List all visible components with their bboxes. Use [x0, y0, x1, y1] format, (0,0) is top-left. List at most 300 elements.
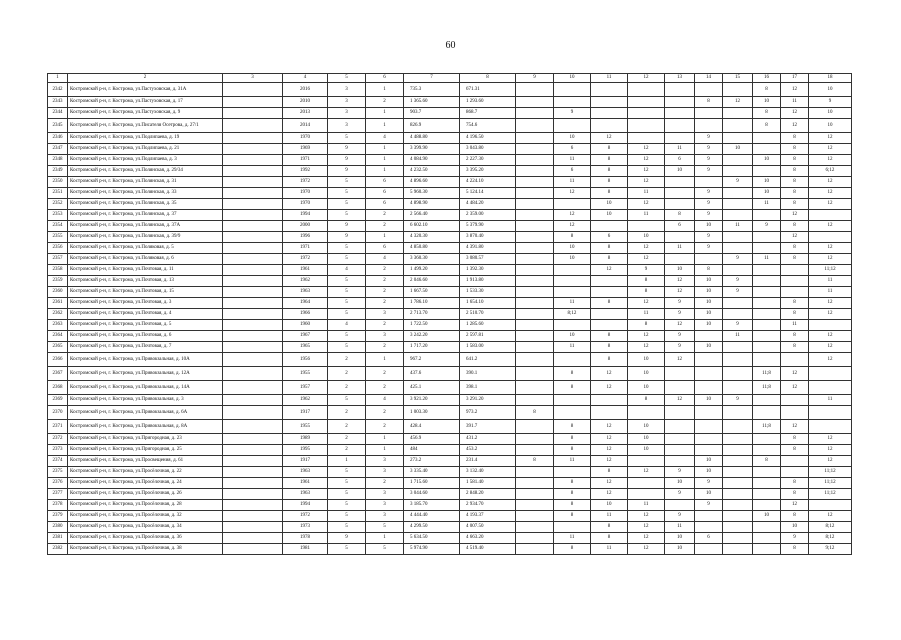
table-cell: 12	[628, 298, 665, 309]
table-cell	[753, 276, 781, 287]
table-cell: 8	[781, 177, 809, 188]
table-cell: 2	[366, 367, 404, 381]
table-cell: 10	[695, 287, 723, 298]
table-row	[48, 210, 852, 221]
table-cell: 11	[665, 144, 695, 155]
table-row	[48, 342, 852, 353]
table-cell	[516, 467, 554, 478]
table-cell: 3	[328, 83, 366, 97]
table-cell: 8	[753, 456, 781, 467]
table-row	[48, 500, 852, 511]
table-cell: 3 395.20	[460, 166, 516, 177]
table-cell	[781, 287, 809, 298]
table-cell: 8	[554, 434, 591, 445]
table-cell: 1	[366, 445, 404, 456]
table-cell	[665, 445, 695, 456]
table-cell: 2370	[48, 406, 68, 420]
table-cell	[723, 456, 753, 467]
table-cell: 2346	[48, 133, 68, 144]
table-cell	[223, 522, 283, 533]
address-cell: Костромской р-н, г. Кострома, ул.Просёлочная, д. 34	[68, 522, 223, 533]
table-cell	[723, 381, 753, 395]
table-cell	[753, 434, 781, 445]
table-cell: 2 046.60	[404, 276, 460, 287]
table-row	[48, 243, 852, 254]
table-cell: 3 043.80	[460, 144, 516, 155]
table-cell: 868.7	[460, 108, 516, 119]
table-cell: 1972	[283, 511, 328, 522]
table-cell: 3	[366, 489, 404, 500]
table-cell: 12	[809, 445, 852, 456]
table-row	[48, 320, 852, 331]
table-cell	[723, 309, 753, 320]
table-cell: 10	[695, 221, 723, 232]
table-cell: 273.2	[404, 456, 460, 467]
address-cell: Костромской р-н, г. Кострома, ул.Просвещения, д. 61	[68, 456, 223, 467]
table-cell: 9	[695, 155, 723, 166]
table-cell: 3 132.40	[460, 467, 516, 478]
table-cell	[665, 108, 695, 119]
table-cell: 2371	[48, 420, 68, 434]
address-cell: Костромской р-н, г. Кострома, ул.Привокзальная, д. 6А	[68, 406, 223, 420]
table-cell: 12	[591, 434, 628, 445]
table-cell: 4	[366, 254, 404, 265]
table-cell	[516, 265, 554, 276]
table-cell	[723, 420, 753, 434]
table-cell: 3	[366, 500, 404, 511]
table-cell: 8	[665, 210, 695, 221]
table-row	[48, 434, 852, 445]
table-cell	[628, 97, 665, 108]
table-cell	[723, 232, 753, 243]
table-cell: 10	[695, 342, 723, 353]
table-cell	[723, 522, 753, 533]
table-cell: 5	[366, 522, 404, 533]
address-cell: Костромской р-н, г. Кострома, ул.Просёлочная, д. 22	[68, 467, 223, 478]
table-cell: 3 291.20	[460, 395, 516, 406]
table-cell	[723, 500, 753, 511]
table-cell	[223, 188, 283, 199]
table-cell: 2014	[283, 119, 328, 133]
table-cell: 2347	[48, 144, 68, 155]
table-cell: 2	[366, 478, 404, 489]
table-cell	[223, 533, 283, 544]
table-cell: 10	[591, 199, 628, 210]
table-cell: 12	[781, 381, 809, 395]
table-cell: 12	[809, 199, 852, 210]
table-cell	[223, 221, 283, 232]
table-cell: 9	[665, 467, 695, 478]
table-cell	[516, 144, 554, 155]
table-cell: 754.6	[460, 119, 516, 133]
table-cell: 10	[695, 309, 723, 320]
table-cell	[695, 445, 723, 456]
table-cell: 2 510.70	[460, 309, 516, 320]
table-cell: 9	[723, 320, 753, 331]
table-cell: 2	[366, 320, 404, 331]
table-cell	[695, 108, 723, 119]
header-cell: 5	[328, 74, 366, 83]
table-cell	[223, 331, 283, 342]
address-cell: Костромской р-н, г. Кострома, ул.Пригородная, д. 25	[68, 445, 223, 456]
table-cell: 8	[591, 243, 628, 254]
table-cell: 2	[328, 420, 366, 434]
table-cell: 11	[781, 97, 809, 108]
table-cell: 2	[366, 276, 404, 287]
table-cell: 1956	[283, 353, 328, 367]
table-cell: 10	[723, 144, 753, 155]
table-cell	[665, 406, 695, 420]
address-cell: Костромской р-н, г. Кострома, ул.Привокзальная, д. 10А	[68, 353, 223, 367]
table-cell: 5	[328, 511, 366, 522]
table-cell: 8	[554, 478, 591, 489]
header-cell: 18	[809, 74, 852, 83]
table-cell: 8	[781, 133, 809, 144]
table-cell: 12	[591, 367, 628, 381]
table-row	[48, 265, 852, 276]
table-cell: 12	[665, 320, 695, 331]
table-cell	[723, 533, 753, 544]
table-cell	[516, 188, 554, 199]
table-cell: 11;12	[809, 478, 852, 489]
address-cell: Костромской р-н, г. Кострома, ул.Полянская, д. 35	[68, 199, 223, 210]
table-cell: 390.1	[460, 367, 516, 381]
table-cell: 8	[781, 489, 809, 500]
address-cell: Костромской р-н, г. Кострома, ул.Почтовая, д. 11	[68, 265, 223, 276]
table-cell: 5	[328, 395, 366, 406]
table-cell: 12	[628, 467, 665, 478]
table-cell	[723, 298, 753, 309]
table-cell: 12	[809, 342, 852, 353]
table-cell: 11	[809, 395, 852, 406]
table-cell: 1 365.60	[404, 97, 460, 108]
table-cell: 1963	[283, 489, 328, 500]
table-cell: 1 499.20	[404, 265, 460, 276]
table-cell: 10	[695, 467, 723, 478]
table-cell: 10	[628, 367, 665, 381]
table-cell: 9	[328, 155, 366, 166]
table-row	[48, 177, 852, 188]
table-cell: 4 391.80	[460, 243, 516, 254]
table-cell: 6	[554, 166, 591, 177]
table-cell	[554, 406, 591, 420]
table-cell: 10	[809, 108, 852, 119]
table-cell	[781, 406, 809, 420]
table-cell: 6	[591, 232, 628, 243]
table-cell: 6;12	[809, 166, 852, 177]
table-cell: 8	[781, 166, 809, 177]
table-cell	[554, 395, 591, 406]
table-cell: 2	[328, 367, 366, 381]
table-cell	[223, 342, 283, 353]
table-cell: 12	[809, 188, 852, 199]
table-cell: 2369	[48, 395, 68, 406]
address-cell: Костромской р-н, г. Кострома, ул.Полянская, д. 33	[68, 188, 223, 199]
table-cell: 11;8	[753, 367, 781, 381]
table-cell	[516, 434, 554, 445]
header-cell: 15	[723, 74, 753, 83]
table-cell	[753, 478, 781, 489]
table-cell	[223, 320, 283, 331]
table-cell: 428.4	[404, 420, 460, 434]
table-cell: 3	[366, 511, 404, 522]
table-cell	[695, 177, 723, 188]
address-cell: Костромской р-н, г. Кострома, ул.Пастуховская, д. 9	[68, 108, 223, 119]
table-cell	[516, 395, 554, 406]
table-cell: 12	[781, 210, 809, 221]
table-cell: 8	[781, 221, 809, 232]
table-cell: 10	[695, 456, 723, 467]
table-cell: 231.4	[460, 456, 516, 467]
table-cell: 5	[328, 342, 366, 353]
address-cell: Костромской р-н, г. Кострома, ул.Просёлочная, д. 28	[68, 500, 223, 511]
table-cell: 11	[628, 210, 665, 221]
table-cell: 1970	[283, 188, 328, 199]
table-row	[48, 406, 852, 420]
table-cell: 1 722.50	[404, 320, 460, 331]
header-cell: 14	[695, 74, 723, 83]
table-cell: 6 602.10	[404, 221, 460, 232]
table-cell: 1967	[283, 331, 328, 342]
table-cell: 8	[753, 119, 781, 133]
table-cell: 5 124.14	[460, 188, 516, 199]
table-cell	[723, 342, 753, 353]
table-cell: 4 196.50	[460, 133, 516, 144]
table-cell	[516, 276, 554, 287]
page-number: 60	[445, 40, 456, 51]
address-cell: Костромской р-н, г. Кострома, ул.Писателя Осетрова, д. 27/1	[68, 119, 223, 133]
table-cell: 2355	[48, 232, 68, 243]
table-cell: 4	[328, 265, 366, 276]
table-cell: 9	[328, 221, 366, 232]
table-cell: 3	[366, 331, 404, 342]
table-cell: 1989	[283, 434, 328, 445]
address-cell: Костромской р-н, г. Кострома, ул.Почтовая, д. 13	[68, 276, 223, 287]
table-cell: 8	[753, 108, 781, 119]
table-cell: 9	[628, 265, 665, 276]
table-cell: 4 320.30	[404, 232, 460, 243]
table-row	[48, 221, 852, 232]
table-cell	[223, 166, 283, 177]
table-cell	[753, 406, 781, 420]
table-cell: 8	[554, 367, 591, 381]
table-cell: 3	[366, 309, 404, 320]
table-cell: 12	[665, 276, 695, 287]
header-cell: 16	[753, 74, 781, 83]
table-cell	[516, 177, 554, 188]
table-cell: 9	[695, 133, 723, 144]
table-cell: 9	[695, 243, 723, 254]
table-cell: 3	[366, 456, 404, 467]
table-cell: 2 597.81	[460, 331, 516, 342]
table-cell: 10	[628, 434, 665, 445]
table-cell: 1 003.30	[404, 406, 460, 420]
table-cell: 5 634.50	[404, 533, 460, 544]
table-cell	[223, 445, 283, 456]
table-cell: 12	[628, 177, 665, 188]
table-cell	[223, 420, 283, 434]
table-cell: 671.31	[460, 83, 516, 97]
table-cell: 9	[723, 287, 753, 298]
table-cell	[723, 467, 753, 478]
address-cell: Костромской р-н, г. Кострома, ул.Привокзальная, д. 12А	[68, 367, 223, 381]
table-cell: 9;12	[809, 544, 852, 555]
table-cell: 2358	[48, 265, 68, 276]
table-cell: 12	[809, 144, 852, 155]
table-cell: 11	[665, 522, 695, 533]
table-cell: 9	[328, 166, 366, 177]
table-cell: 1960	[283, 320, 328, 331]
table-cell: 9	[665, 309, 695, 320]
table-cell: 8	[781, 254, 809, 265]
table-row	[48, 97, 852, 108]
table-cell: 12	[781, 83, 809, 97]
table-cell	[223, 265, 283, 276]
table-cell: 967.2	[404, 353, 460, 367]
table-cell: 12	[809, 177, 852, 188]
table-cell	[809, 210, 852, 221]
table-cell: 2379	[48, 511, 68, 522]
table-cell: 11	[753, 199, 781, 210]
table-cell	[723, 83, 753, 97]
table-cell	[516, 254, 554, 265]
address-cell: Костромской р-н, г. Кострома, ул.Почтовая, д. 6	[68, 331, 223, 342]
table-cell: 2378	[48, 500, 68, 511]
table-cell: 10	[665, 544, 695, 555]
table-cell	[781, 265, 809, 276]
table-cell: 12	[781, 232, 809, 243]
table-cell	[809, 420, 852, 434]
table-cell: 11	[554, 342, 591, 353]
table-cell	[554, 276, 591, 287]
table-cell	[628, 478, 665, 489]
address-cell: Костромской р-н, г. Кострома, ул.Почтовая, д. 5	[68, 320, 223, 331]
table-cell: 1972	[283, 254, 328, 265]
table-cell: 12	[554, 210, 591, 221]
table-cell	[223, 456, 283, 467]
table-cell: 2375	[48, 467, 68, 478]
table-cell: 12	[628, 511, 665, 522]
table-cell: 9	[695, 478, 723, 489]
table-cell: 2	[366, 298, 404, 309]
table-cell	[554, 265, 591, 276]
table-cell: 10	[591, 500, 628, 511]
table-cell	[628, 221, 665, 232]
table-row	[48, 83, 852, 97]
table-cell: 5	[328, 478, 366, 489]
table-cell: 12	[809, 456, 852, 467]
table-cell	[723, 155, 753, 166]
table-cell: 8	[554, 489, 591, 500]
table-cell: 437.6	[404, 367, 460, 381]
table-cell: 2360	[48, 287, 68, 298]
table-cell: 10	[628, 445, 665, 456]
table-row	[48, 533, 852, 544]
address-cell: Костромской р-н, г. Кострома, ул.Полянская, д. 37	[68, 210, 223, 221]
table-cell: 1 717.20	[404, 342, 460, 353]
table-cell: 5	[328, 467, 366, 478]
table-cell: 8	[591, 533, 628, 544]
table-cell: 2343	[48, 97, 68, 108]
table-cell: 10	[628, 232, 665, 243]
table-cell	[628, 489, 665, 500]
table-cell: 8	[781, 331, 809, 342]
table-cell: 2	[328, 445, 366, 456]
table-cell	[809, 232, 852, 243]
table-cell	[628, 406, 665, 420]
table-cell: 1917	[283, 456, 328, 467]
table-cell: 8	[781, 342, 809, 353]
table-cell: 11	[554, 155, 591, 166]
table-cell	[809, 406, 852, 420]
table-cell: 11	[591, 511, 628, 522]
table-cell: 12	[628, 522, 665, 533]
table-cell: 10	[753, 188, 781, 199]
table-cell: 1965	[283, 342, 328, 353]
table-cell: 12	[628, 199, 665, 210]
table-cell	[723, 353, 753, 367]
table-cell: 2350	[48, 177, 68, 188]
table-cell: 11	[809, 287, 852, 298]
table-cell: 2	[366, 381, 404, 395]
table-cell: 9	[695, 199, 723, 210]
address-cell: Костромской р-н, г. Кострома, ул.Просёлочная, д. 36	[68, 533, 223, 544]
table-cell	[516, 544, 554, 555]
table-cell: 2380	[48, 522, 68, 533]
table-cell: 4 484.20	[460, 199, 516, 210]
table-row	[48, 144, 852, 155]
table-cell: 2	[366, 265, 404, 276]
address-cell: Костромской р-н, г. Кострома, ул.Поляковая, д. 6	[68, 254, 223, 265]
table-cell: 9	[695, 210, 723, 221]
table-cell	[223, 119, 283, 133]
table-cell: 735.3	[404, 83, 460, 97]
table-cell	[723, 133, 753, 144]
table-row	[48, 287, 852, 298]
table-cell: 12	[809, 254, 852, 265]
table-cell: 1	[366, 108, 404, 119]
table-cell: 5	[328, 544, 366, 555]
table-cell	[753, 522, 781, 533]
table-cell: 8	[628, 320, 665, 331]
table-cell	[753, 533, 781, 544]
table-cell	[223, 500, 283, 511]
table-row	[48, 381, 852, 395]
table-cell: 10	[554, 254, 591, 265]
table-cell	[781, 456, 809, 467]
address-cell: Костромской р-н, г. Кострома, ул.Просёлочная, д. 38	[68, 544, 223, 555]
table-cell	[516, 155, 554, 166]
table-cell	[223, 353, 283, 367]
table-row	[48, 456, 852, 467]
table-cell: 1966	[283, 309, 328, 320]
table-cell: 4	[366, 133, 404, 144]
table-cell	[554, 320, 591, 331]
table-cell: 12	[809, 133, 852, 144]
table-cell	[753, 353, 781, 367]
table-cell	[695, 434, 723, 445]
table-cell: 2349	[48, 166, 68, 177]
table-cell: 903.7	[404, 108, 460, 119]
table-cell	[516, 210, 554, 221]
table-cell	[695, 381, 723, 395]
table-cell	[223, 133, 283, 144]
address-cell: Костромской р-н, г. Кострома, ул.Полянская, д. 39/9	[68, 232, 223, 243]
table-cell: 2357	[48, 254, 68, 265]
table-cell	[223, 381, 283, 395]
table-cell: 12	[809, 221, 852, 232]
table-cell	[591, 287, 628, 298]
